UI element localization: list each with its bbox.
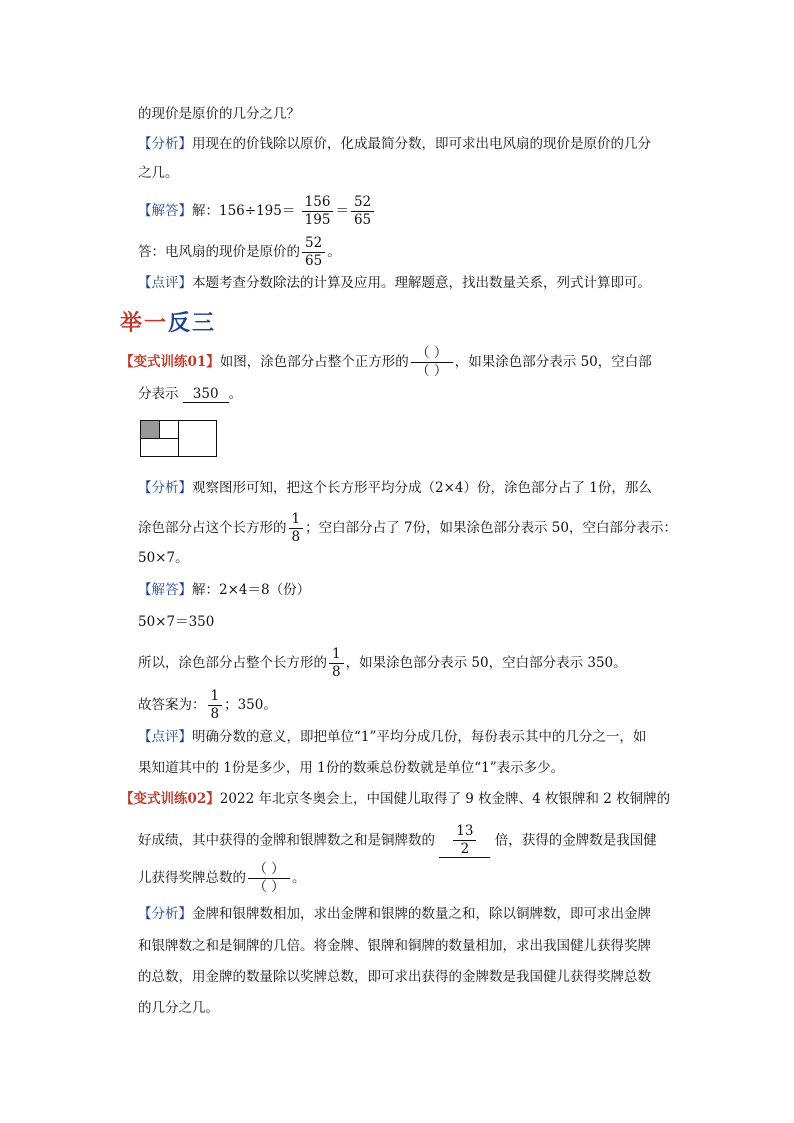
question-line: 儿获得奖牌总数的 $\frac{( )}{( )}$ 。 bbox=[138, 861, 306, 895]
text-line: 所以，涂色部分占整个长方形的 $\frac{1}{8}$ ，如果涂色部分表示 50，空白部分表示 350。 bbox=[138, 646, 627, 680]
answer-tag: 【解答】 bbox=[138, 582, 192, 598]
answer-tag: 【解答】 bbox=[138, 203, 192, 219]
text-line: 的几分之几。 bbox=[138, 1000, 219, 1016]
review-tag: 【点评】 bbox=[138, 729, 192, 745]
text-line: 的现价是原价的几分之几？ bbox=[138, 106, 300, 122]
review-line: 【点评】明确分数的意义，即把单位“1”平均分成几份，每份表示其中的几分之一，如 bbox=[138, 729, 647, 745]
review-tag: 【点评】 bbox=[138, 275, 192, 291]
text-line: 之几。 bbox=[138, 165, 179, 181]
text-line: 50×7。 bbox=[138, 550, 189, 566]
blank-fraction[interactable]: $\frac{( )}{( )}$ bbox=[411, 346, 453, 379]
fraction: $\frac{52}{65}$ bbox=[302, 236, 325, 269]
text-line: 50×7＝350 bbox=[138, 614, 215, 630]
answer-blank[interactable]: 350 bbox=[183, 386, 229, 403]
review-line: 【点评】本题考查分数除法的计算及应用。理解题意，找出数量关系，列式计算即可。 bbox=[138, 275, 651, 291]
rectangle-figure bbox=[140, 420, 218, 458]
conclusion-line: 答：电风扇的现价是原价的 $\frac{52}{65}$ 。 bbox=[138, 235, 341, 269]
variant-tag: 【变式训练02】 bbox=[120, 791, 220, 807]
question-line: 【变式训练02】2022 年北京冬奥会上，中国健儿取得了 9 枚金牌、4 枚银牌和 2 枚铜牌的 bbox=[120, 791, 671, 807]
analysis-tag: 【分析】 bbox=[138, 480, 192, 496]
question-line: 好成绩，其中获得的金牌和银牌数之和是铜牌数的 $\frac{13}{2}$ 倍，获得的金牌数是我国健 bbox=[138, 823, 657, 857]
final-answer-line: 故答案为： $\frac{1}{8}$ ；350。 bbox=[138, 688, 277, 722]
answer-blank[interactable] bbox=[439, 824, 490, 858]
fraction: $\frac{13}{2}$ bbox=[453, 824, 476, 857]
fraction: $\frac{52}{65}$ bbox=[351, 195, 374, 228]
text-line: 果知道其中的 1份是多少，用 1份的数乘总份数就是单位“1”表示多少。 bbox=[138, 760, 565, 776]
section-heading: 举一反三 bbox=[120, 311, 217, 336]
analysis-tag: 【分析】 bbox=[138, 906, 192, 922]
analysis-line: 【分析】金牌和银牌数相加，求出金牌和银牌的数量之和，除以铜牌数，即可求出金牌 bbox=[138, 906, 651, 922]
fraction: $\frac{1}{8}$ bbox=[208, 689, 223, 722]
question-line: 【变式训练01】如图，涂色部分占整个正方形的 $\frac{( )}{( )}$ ，如果涂色部分表示 50，空白部 bbox=[120, 345, 652, 379]
analysis-line: 【分析】用现在的价钱除以原价，化成最简分数，即可求出电风扇的现价是原价的几分 bbox=[138, 136, 651, 152]
blank-fraction[interactable]: $\frac{( )}{( )}$ bbox=[248, 862, 290, 895]
text-line: 和银牌数之和是铜牌的几倍。将金牌、银牌和铜牌的数量相加，求出我国健儿获得奖牌 bbox=[138, 938, 651, 954]
analysis-line: 【分析】观察图形可知，把这个长方形平均分成（2×4）份，涂色部分占了 1份，那么 bbox=[138, 480, 652, 496]
answer-line: 【解答】解：2×4＝8（份） bbox=[138, 582, 311, 598]
text-line: 的总数，用金牌的数量除以奖牌总数，即可求出获得的金牌数是我国健儿获得奖牌总数 bbox=[138, 969, 651, 985]
fraction: $\frac{1}{8}$ bbox=[289, 512, 304, 545]
variant-tag: 【变式训练01】 bbox=[120, 354, 220, 370]
analysis-line: 涂色部分占这个长方形的 $\frac{1}{8}$ ；空白部分占了 7份，如果涂色部分表示 50，空白部分表示： bbox=[138, 511, 677, 545]
fraction: $\frac{156}{195}$ bbox=[302, 195, 334, 228]
answer-line: 【解答】解：156÷195＝ $\frac{156}{195}$ ＝ $\frac{52}{65}$ bbox=[138, 195, 376, 228]
analysis-tag: 【分析】 bbox=[138, 136, 192, 152]
fraction: $\frac{1}{8}$ bbox=[329, 647, 344, 680]
question-line: 分表示 350 。 bbox=[138, 386, 243, 402]
